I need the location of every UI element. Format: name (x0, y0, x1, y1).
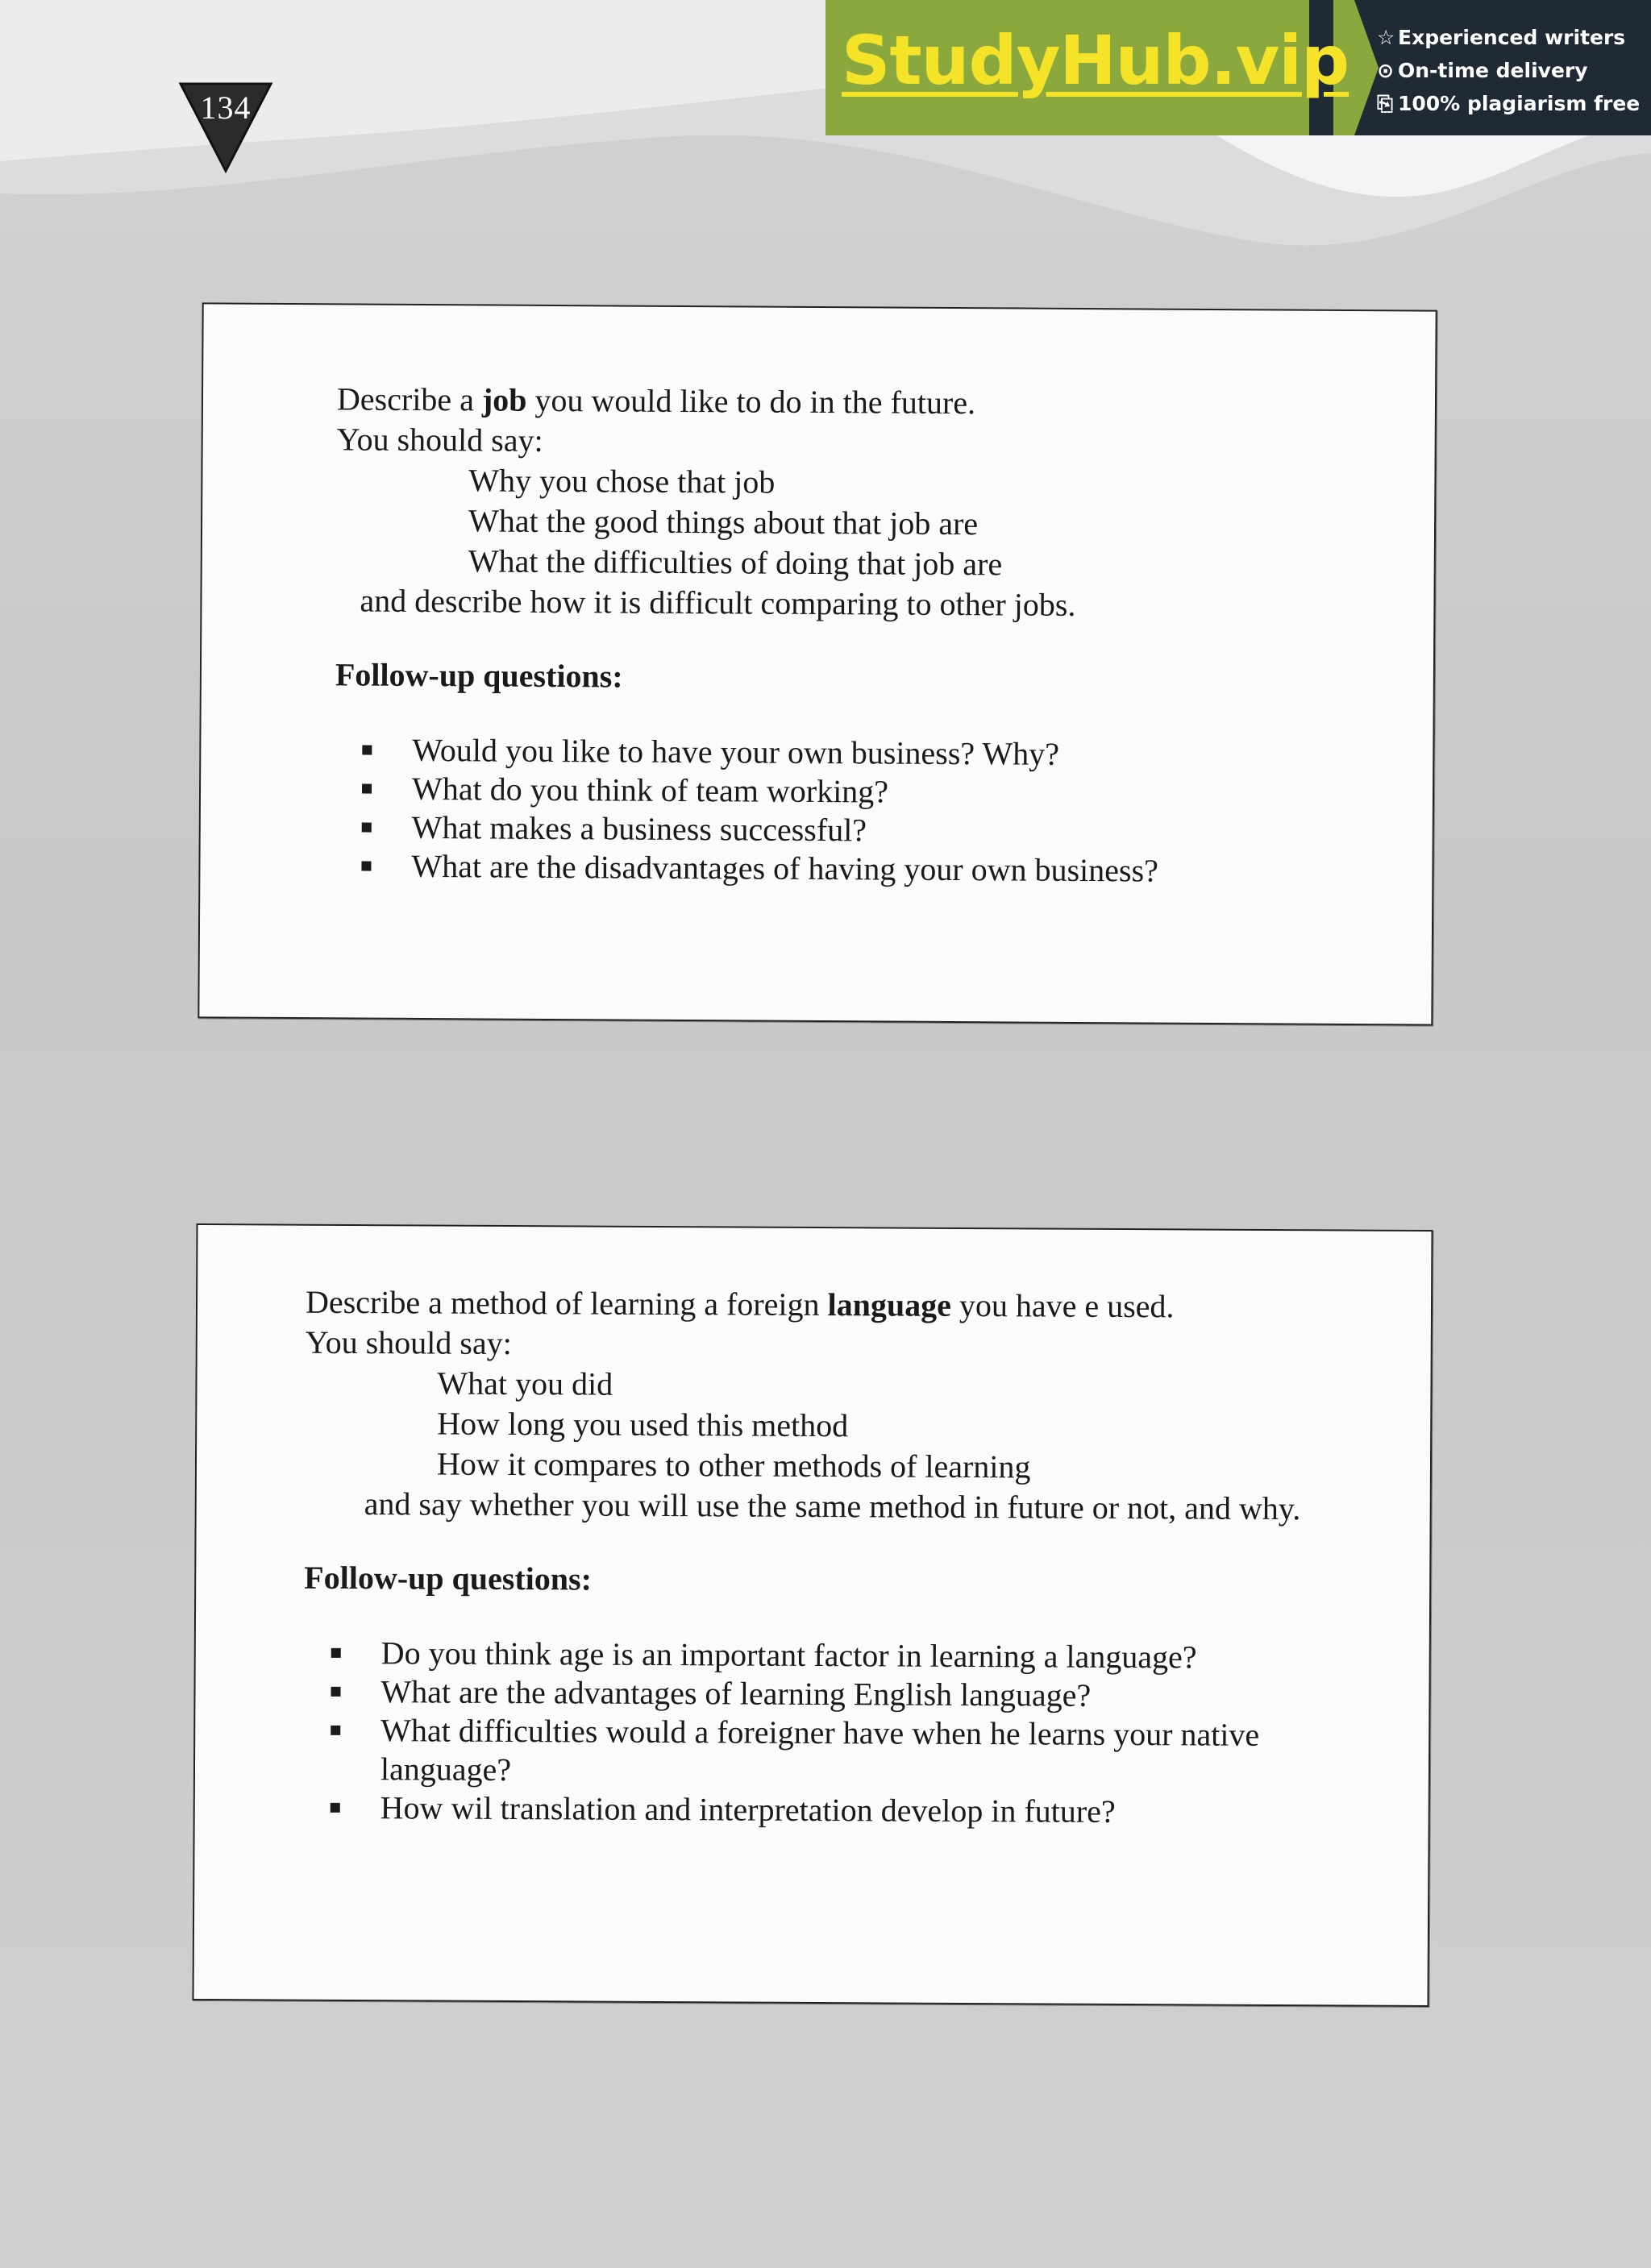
followup-question (303, 1711, 1380, 1794)
page-number: 134 (200, 89, 252, 126)
studyhub-banner[interactable] (826, 0, 1651, 135)
you-should-say: You should say: (305, 1323, 512, 1362)
cue-point: Why you chose that job (468, 462, 776, 501)
copy-check-icon: ⎘ (1377, 92, 1394, 115)
prompt-text: you would like to do in the future. (526, 381, 976, 422)
clock-icon: ⊙ (1377, 59, 1394, 82)
square-bullet-icon (362, 746, 372, 755)
square-bullet-icon (331, 1687, 340, 1697)
question-text: Do you think age is an important factor in learning a language? (381, 1635, 1197, 1676)
you-should-say: You should say: (336, 421, 543, 459)
perk-item (1377, 21, 1640, 54)
star-icon: ☆ (1377, 26, 1395, 49)
question-text: How wil translation and interpretation develop in future? (380, 1789, 1116, 1830)
cue-point: What you did (437, 1365, 613, 1402)
followup-question (303, 1788, 1380, 1833)
square-bullet-icon (361, 862, 371, 871)
question-text: What do you think of team working? (411, 770, 889, 810)
brand-logo-link[interactable]: StudyHub.vip (842, 21, 1349, 100)
cue-point: How it compares to other methods of learning (436, 1445, 1031, 1485)
cue-closing-line: and say whether you will use the same method in future or not, and why. (364, 1485, 1301, 1527)
followup-heading: Follow-up questions: (304, 1559, 593, 1597)
cue-card-language (192, 1223, 1433, 2007)
cue-point: How long you used this method (437, 1405, 849, 1444)
question-text: What difficulties would a foreigner have when he learns your native language? (380, 1712, 1260, 1788)
prompt-text: you have e used. (950, 1286, 1175, 1325)
square-bullet-icon (331, 1726, 340, 1735)
card-prompt (337, 379, 1162, 424)
perk-item (1377, 54, 1640, 87)
prompt-text: Describe a (336, 380, 483, 418)
followup-question (335, 808, 1159, 851)
followup-question (334, 846, 1158, 890)
page-number-badge (176, 81, 276, 174)
question-text: What are the advantages of learning English language? (381, 1673, 1092, 1713)
followup-heading: Follow-up questions: (335, 656, 623, 695)
square-bullet-icon (331, 1803, 340, 1813)
prompt-keyword: job (481, 381, 527, 418)
cue-card-job (198, 302, 1437, 1025)
square-bullet-icon (362, 823, 372, 833)
question-text: What makes a business successful? (411, 808, 867, 849)
followup-question (335, 769, 1159, 812)
cue-closing-line: and describe how it is difficult comparing to other jobs. (360, 582, 1076, 623)
prompt-keyword: language (827, 1286, 952, 1323)
question-text: What are the disadvantages of having your own business? (411, 847, 1158, 889)
perk-label: 100% plagiarism free (1398, 92, 1641, 115)
card-content (303, 1282, 1383, 1833)
card-prompt (306, 1282, 1383, 1328)
perks-list (1377, 21, 1640, 120)
followup-list (303, 1634, 1381, 1833)
perk-item (1377, 87, 1640, 120)
followup-question (304, 1634, 1381, 1678)
cue-point: What the good things about that job are (468, 502, 979, 542)
square-bullet-icon (362, 784, 372, 794)
question-text: Would you like to have your own business? Why? (412, 731, 1060, 772)
card-content (334, 379, 1161, 890)
perk-label: Experienced writers (1398, 26, 1626, 49)
square-bullet-icon (331, 1648, 341, 1658)
cue-point: What the difficulties of doing that job are (468, 542, 1003, 583)
perk-label: On-time delivery (1398, 59, 1588, 82)
followup-list (334, 730, 1159, 890)
prompt-text: Describe a method of learning a foreign (305, 1283, 828, 1323)
followup-question (335, 730, 1159, 774)
followup-question (303, 1672, 1380, 1717)
